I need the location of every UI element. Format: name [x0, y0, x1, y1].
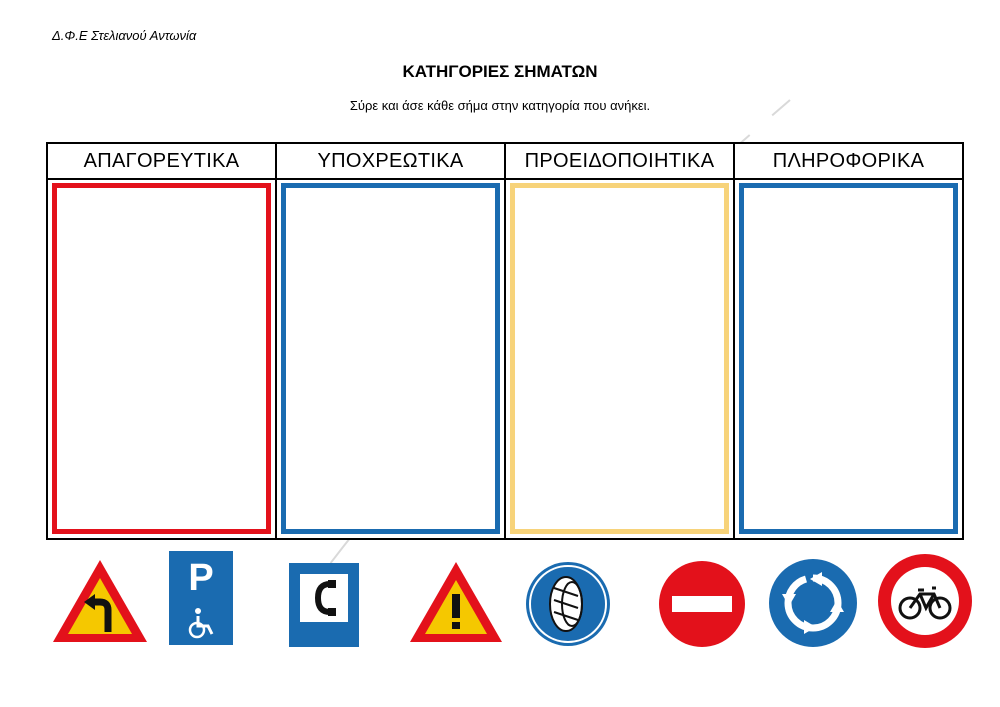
- drop-zone-warning[interactable]: [510, 183, 729, 534]
- category-mandatory: [277, 144, 506, 538]
- categories-table: [46, 142, 964, 540]
- category-warning: [506, 144, 735, 538]
- category-informative: [735, 144, 962, 538]
- danger-warning-sign[interactable]: [407, 558, 505, 646]
- svg-text:P: P: [188, 557, 214, 599]
- no-entry-sign[interactable]: [658, 560, 746, 648]
- instruction-text: Σύρε και άσε κάθε σήμα στην κατηγορία που ανήκει.: [349, 98, 651, 113]
- snow-chains-mandatory-sign[interactable]: [524, 560, 612, 648]
- category-header: ΑΠΑΓΟΡΕΥΤΙΚΑ: [48, 144, 275, 180]
- telephone-sign[interactable]: [288, 562, 360, 648]
- category-header: ΥΠΟΧΡΕΩΤΙΚΑ: [277, 144, 504, 180]
- left-curve-warning-sign[interactable]: [50, 556, 150, 648]
- page-title: ΚΑΤΗΓΟΡΙΕΣ ΣΗΜΑΤΩΝ: [402, 62, 598, 81]
- drop-zone-prohibitory[interactable]: [52, 183, 271, 534]
- category-prohibitory: [48, 144, 277, 538]
- drop-zone-mandatory[interactable]: [281, 183, 500, 534]
- category-header: ΠΡΟΕΙΔΟΠΟΙΗΤΙΚΑ: [506, 144, 733, 180]
- category-header: ΠΛΗΡΟΦΟΡΙΚΑ: [735, 144, 962, 180]
- disabled-parking-sign[interactable]: [168, 550, 234, 646]
- author-label: Δ.Φ.Ε Στελιανού Αντωνία: [52, 28, 197, 43]
- drop-zone-informative[interactable]: [739, 183, 958, 534]
- roundabout-sign[interactable]: [768, 558, 858, 648]
- no-bicycles-sign[interactable]: [876, 552, 974, 650]
